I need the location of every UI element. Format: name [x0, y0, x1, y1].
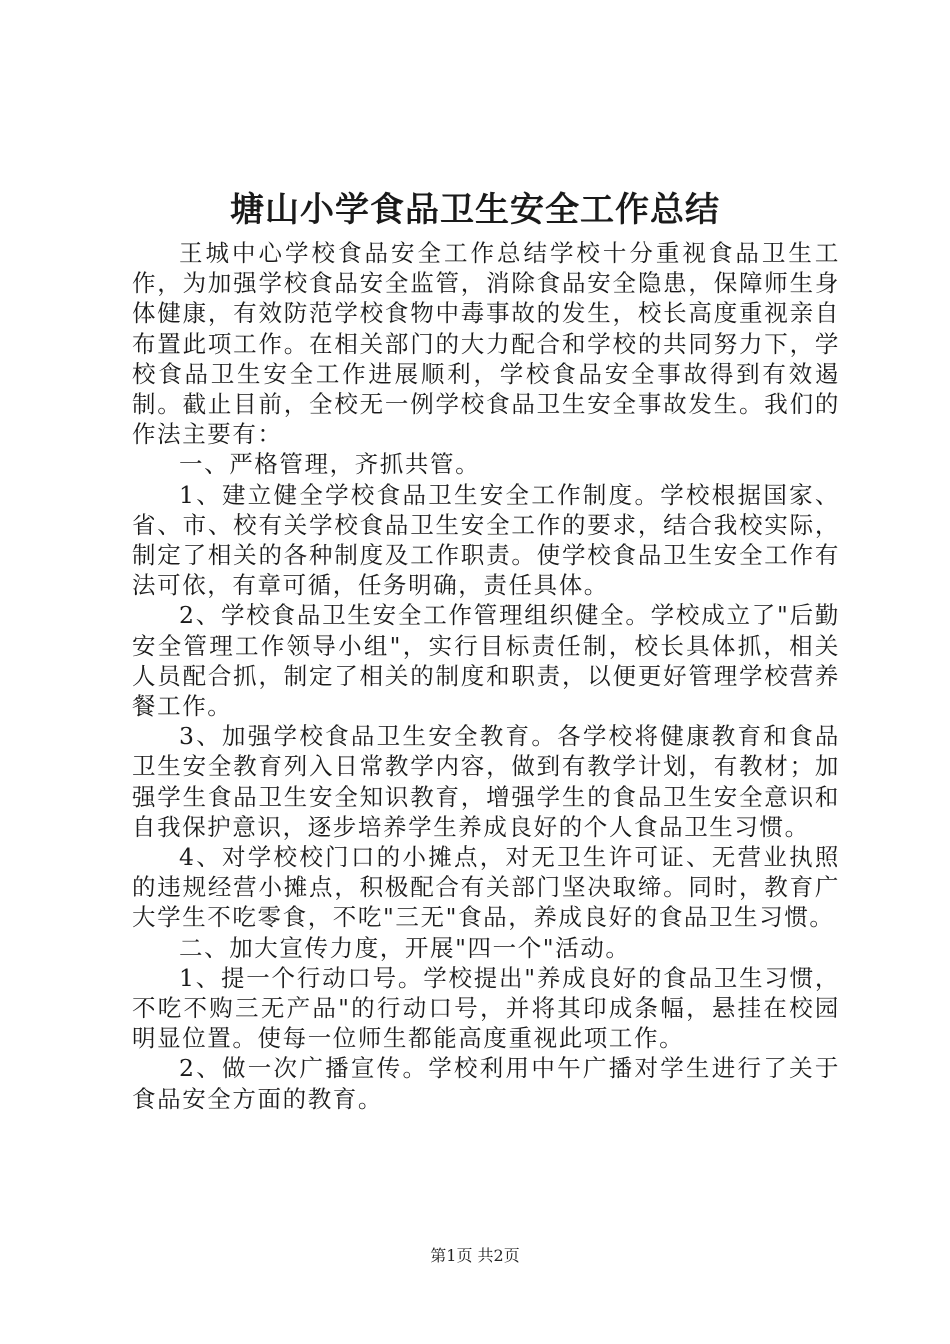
document-title: 塘山小学食品卫生安全工作总结 — [230, 190, 720, 230]
paragraph-item-2-2: 2、做一次广播宣传。学校利用中午广播对学生进行了关于食品安全方面的教育。 — [132, 1054, 840, 1113]
paragraph-item-1-4: 4、对学校校门口的小摊点，对无卫生许可证、无营业执照的违规经营小摊点，积极配合有关部门坚决取缔。同时，教育广大学生不吃零食，不吃"三无"食品，养成良好的食品卫生习惯。 — [132, 843, 840, 932]
paragraph-item-2-1: 1、提一个行动口号。学校提出"养成良好的食品卫生习惯，不吃不购三无产品"的行动口号，并将其印成条幅，悬挂在校园明显位置。使每一位师生都能高度重视此项工作。 — [132, 963, 840, 1053]
document-body — [132, 238, 840, 1114]
paragraph-intro: 王城中心学校食品安全工作总结学校十分重视食品卫生工作，为加强学校食品安全监管，消除食品安全隐患，保障师生身体健康，有效防范学校食物中毒事故的发生，校长高度重视亲自布置此项工作。在相关部门的大力配合和学校的共同努力下，学校食品卫生安全工作进展顺利，学校食品安全事故得到有效遏制。截止目前，全校无一例学校食品卫生安全事故发生。我们的作法主要有： — [132, 239, 840, 449]
section-heading-1: 一、严格管理，齐抓共管。 — [179, 450, 481, 479]
section-heading-2: 二、加大宣传力度，开展"四一个"活动。 — [179, 933, 631, 962]
page-number-footer: 第1页 共2页 — [430, 1246, 520, 1265]
paragraph-item-1-1: 1、建立健全学校食品卫生安全工作制度。学校根据国家、省、市、校有关学校食品卫生安全工作的要求，结合我校实际，制定了相关的各种制度及工作职责。使学校食品卫生安全工作有法可依，有章可循，任务明确，责任具体。 — [132, 480, 840, 600]
paragraph-item-1-3: 3、加强学校食品卫生安全教育。各学校将健康教育和食品卫生安全教育列入日常教学内容，做到有教学计划，有教材；加强学生食品卫生安全知识教育，增强学生的食品卫生安全意识和自我保护意识，逐步培养学生养成良好的个人食品卫生习惯。 — [132, 722, 840, 841]
paragraph-item-1-2: 2、学校食品卫生安全工作管理组织健全。学校成立了"后勤安全管理工作领导小组"，实行目标责任制，校长具体抓，相关人员配合抓，制定了相关的制度和职责，以便更好管理学校营养餐工作。 — [132, 601, 840, 721]
